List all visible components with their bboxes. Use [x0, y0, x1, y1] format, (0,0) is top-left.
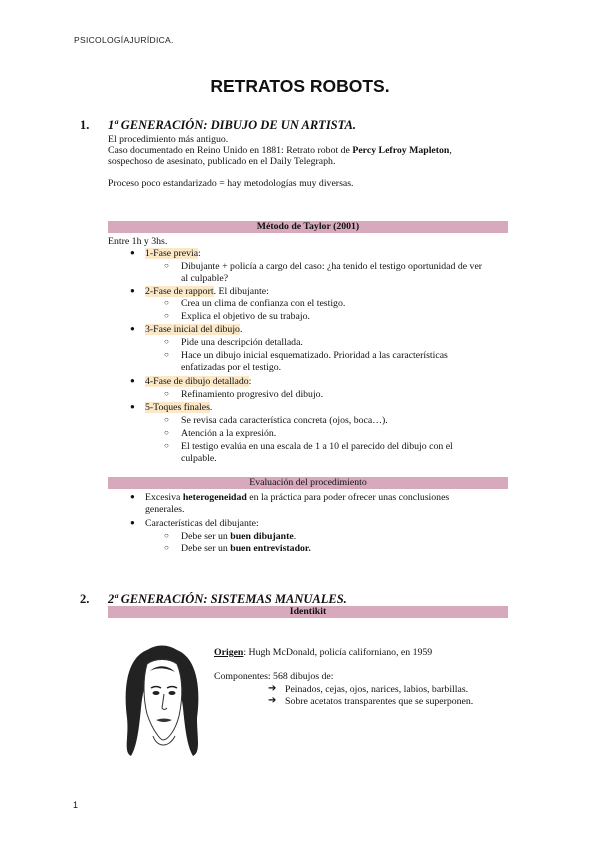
origin-line	[214, 647, 432, 658]
arrow-item: Peinados, cejas, ojos, narices, labios, barbillas.	[285, 684, 469, 695]
body-note: Proceso poco estandarizado = hay metodologías muy diversas.	[108, 178, 354, 189]
arrow-item: Sobre acetatos transparentes que se superponen.	[285, 696, 474, 707]
phase-label: 1-Fase previa	[145, 248, 199, 259]
body-line	[108, 145, 508, 156]
text-run: :	[198, 248, 201, 259]
bullet-circle: ○	[164, 531, 169, 540]
bullet-dot: ●	[130, 324, 135, 333]
page-title: RETRATOS ROBOTS.	[210, 76, 390, 96]
section-1-title: 1ª GENERACIÓN: DIBUJO DE UN ARTISTA.	[108, 118, 357, 132]
text-run: ,	[449, 145, 452, 156]
sub-item: Se revisa cada característica concreta (ojos, boca…).	[181, 415, 388, 426]
sub-item: El testigo evalúa en una escala de 1 a 10 el parecido del dibujo con el	[181, 441, 453, 452]
section-1-number: 1.	[80, 118, 90, 132]
sub-item: enfatizadas por el testigo.	[181, 362, 282, 373]
bullet-circle: ○	[164, 261, 169, 270]
bullet-circle: ○	[164, 428, 169, 437]
sub-item: Atención a la expresión.	[181, 428, 277, 439]
section-2-title: 2ª GENERACIÓN: SISTEMAS MANUALES.	[108, 592, 347, 606]
phase-label: 3-Fase inicial del dibujo	[145, 324, 240, 335]
bold-term: buen entrevistador.	[230, 543, 311, 554]
sub-item: Refinamiento progresivo del dibujo.	[181, 389, 324, 400]
bullet-circle: ○	[164, 298, 169, 307]
running-header: PSICOLOGÍAJURÍDICA.	[74, 35, 174, 45]
bullet-dot: ●	[130, 402, 135, 411]
text-run: en la práctica para poder ofrecer unas conclusiones	[246, 492, 450, 503]
text-run: .	[293, 531, 297, 542]
section-1-body	[108, 134, 508, 189]
text-run: Excesiva	[145, 492, 183, 503]
evaluation-item-cont: generales.	[145, 504, 185, 515]
body-line: El procedimiento más antiguo.	[108, 134, 229, 145]
text-run: Debe ser un	[181, 543, 231, 554]
phase-label: 5-Toques finales	[145, 402, 210, 413]
bullet-dot: ●	[130, 492, 135, 501]
page-number: 1	[73, 800, 79, 810]
phase-3	[145, 324, 242, 335]
phase-4	[145, 376, 251, 387]
bullet-circle: ○	[164, 389, 169, 398]
bullet-circle: ○	[164, 441, 169, 450]
phase-label: 2-Fase de rapport	[145, 286, 214, 297]
origin-label: Origen	[214, 647, 244, 658]
bullet-dot: ●	[130, 376, 135, 385]
identikit-band: Identikit	[108, 606, 508, 618]
section-2-number: 2.	[80, 592, 90, 606]
bullet-circle: ○	[164, 337, 169, 346]
text-run: .	[239, 324, 243, 335]
arrow-right-icon: ➔	[268, 683, 277, 694]
taylor-band: Método de Taylor (2001)	[108, 221, 508, 233]
bullet-circle: ○	[164, 543, 169, 552]
sub-item: Pide una descripción detallada.	[181, 337, 303, 348]
text-run: :	[248, 376, 252, 387]
components-line: Componentes: 568 dibujos de:	[214, 671, 334, 682]
text-run: Debe ser un	[181, 531, 231, 542]
evaluation-item: Características del dibujante:	[145, 518, 259, 529]
bullet-circle: ○	[164, 350, 169, 359]
evaluation-item	[145, 492, 449, 503]
taylor-intro: Entre 1h y 3hs.	[108, 236, 168, 247]
sub-item: al culpable?	[181, 273, 229, 284]
bold-term: buen dibujante	[230, 531, 294, 542]
sub-item	[181, 531, 296, 542]
evaluation-band: Evaluación del procedimiento	[108, 477, 508, 489]
sub-item	[181, 543, 311, 554]
bold-name: Percy Lefroy Mapleton	[352, 145, 450, 156]
text-run: . El dibujante:	[213, 286, 269, 297]
bullet-circle: ○	[164, 415, 169, 424]
sub-item: culpable.	[181, 453, 217, 464]
bold-term: heterogeneidad	[182, 492, 247, 503]
phase-5	[145, 402, 212, 413]
phase-1	[145, 248, 201, 259]
bullet-dot: ●	[130, 518, 135, 527]
phase-2	[145, 286, 269, 297]
sub-item: Dibujante + policía a cargo del caso: ¿ha tenido el testigo oportunidad de ver	[181, 261, 483, 272]
sub-item: Hace un dibujo inicial esquematizado. Prioridad a las características	[181, 350, 448, 361]
bullet-circle: ○	[164, 311, 169, 320]
text-run: .	[209, 402, 213, 413]
phase-label: 4-Fase de dibujo detallado	[145, 376, 249, 387]
bullet-dot: ●	[130, 248, 135, 257]
arrow-right-icon: ➔	[268, 695, 277, 706]
text-run: Caso documentado en Reino Unido en 1881: Retrato robot de	[108, 145, 353, 156]
sub-item: Explica el objetivo de su trabajo.	[181, 311, 310, 322]
identikit-face-image	[117, 628, 207, 758]
text-run: : Hugh McDonald, policía californiano, en 1959	[243, 647, 433, 658]
bullet-dot: ●	[130, 286, 135, 295]
sub-item: Crea un clima de confianza con el testigo.	[181, 298, 346, 309]
body-line: sospechoso de asesinato, publicado en el Daily Telegraph.	[108, 156, 336, 167]
